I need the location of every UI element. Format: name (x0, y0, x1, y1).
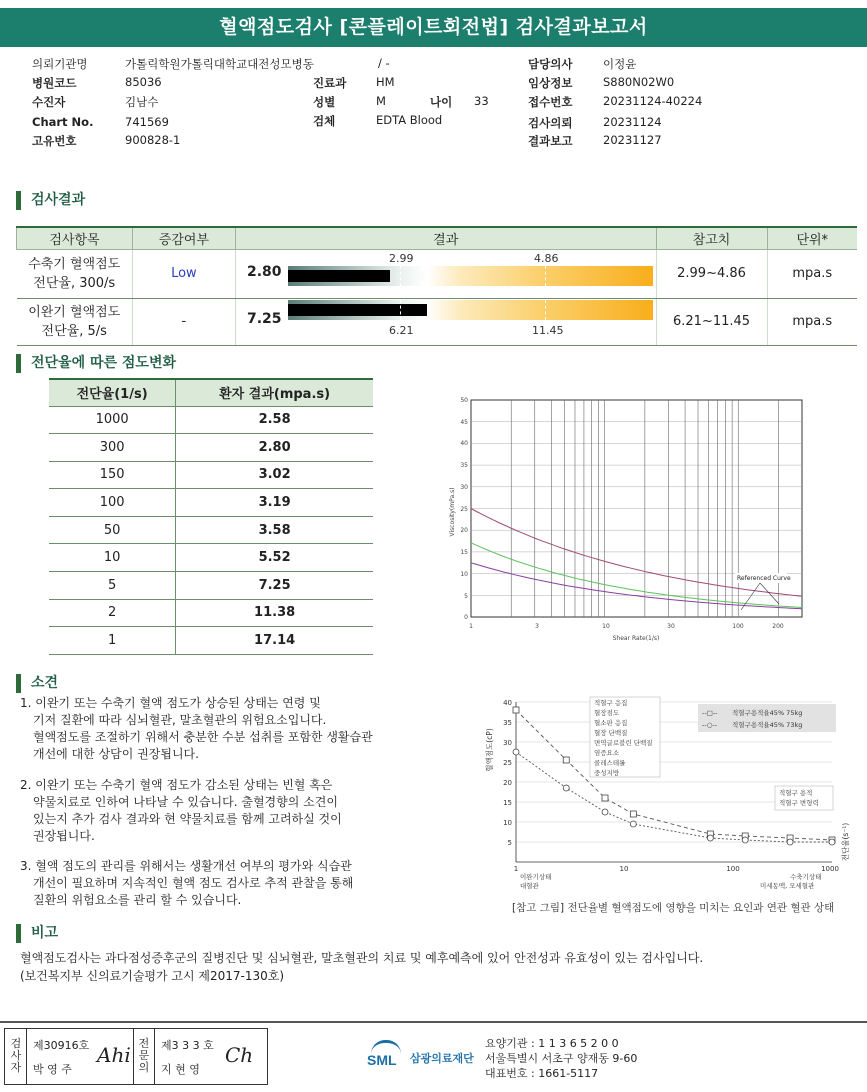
remarks-text (20, 949, 850, 985)
shear-table (49, 378, 373, 655)
chart1-ytick: 0 (464, 614, 468, 621)
chart1-ytick: 35 (460, 462, 468, 469)
chart1-ytick: 50 (460, 397, 468, 404)
opinion-line: 권장됩니다. (33, 829, 95, 843)
unique-value: 900828-1 (125, 133, 181, 147)
chart1-x-ticks (469, 623, 784, 630)
chart2-xtick: 10 (619, 865, 629, 873)
chart2-ytick: 10 (503, 819, 512, 827)
institution-label: 의뢰기관명 (32, 57, 88, 71)
chart2-factor: 혈장점도 (594, 709, 620, 717)
row2-flag: - (132, 298, 235, 345)
sex-value: M (376, 94, 386, 108)
row1-result-bar (288, 266, 653, 286)
viscosity-chart (445, 392, 815, 647)
chart2-factor: 혈소판 응집 (594, 719, 628, 727)
chart1-ylabel: Viscosity(mPa.s) (449, 487, 456, 537)
examiner-name: 박 영 주 (33, 1063, 72, 1076)
chart1-ytick: 40 (460, 440, 468, 447)
opinion-line: 2. 이완기 또는 수축기 혈액 점도가 감소된 상태는 빈혈 혹은 (20, 778, 333, 792)
chart1-ytick: 45 (460, 419, 468, 426)
row1-value: 2.80 (247, 264, 282, 280)
table-row (49, 544, 373, 572)
chart-label: Chart No. (32, 115, 94, 129)
report-title: 혈액점도검사 [콘플레이트회전법] 검사결과보고서 (0, 8, 867, 47)
unique-label: 고유번호 (32, 134, 77, 148)
chart2-xtick: 1000 (821, 865, 839, 873)
chart1-ytick: 25 (460, 506, 468, 513)
hospital-code-value: 85036 (125, 75, 162, 89)
remarks-line: (보건복지부 신의료기술평가 고시 제2017-130호) (20, 969, 285, 983)
chart2-ytick: 15 (503, 799, 512, 807)
chart-value: 741569 (125, 115, 169, 129)
request-label: 검사의뢰 (528, 116, 573, 130)
chart1-ytick: 15 (460, 549, 468, 556)
row1-ref: 2.99~4.86 (656, 249, 767, 298)
shear-rate-cell: 5 (49, 572, 176, 600)
chart2-factor-right: 적혈구 용적 (779, 789, 813, 797)
specialist-signature: Ch (225, 1043, 254, 1067)
shear-rate-cell: 100 (49, 489, 176, 517)
row2-tick-low (400, 300, 401, 320)
institution-code: 요양기관 : 1 1 3 6 5 2 0 0 (485, 1037, 619, 1050)
table-row (49, 434, 373, 462)
row1-tick-high-label: 4.86 (534, 252, 559, 265)
shear-header-rate: 전단율(1/s) (49, 379, 176, 406)
chart2-ytick: 20 (503, 779, 512, 787)
shear-rate-cell: 1 (49, 627, 176, 655)
chart2-right-label: 전단율(s⁻¹) (841, 822, 850, 862)
table-row (49, 461, 373, 489)
receipt-value: 20231124-40224 (603, 94, 703, 108)
chart2-square-marker (630, 811, 636, 817)
table-row (49, 572, 373, 600)
row1-tick-low (400, 266, 401, 286)
opinion-line: 있는지 추가 검사 결과와 현 약물치료를 함께 고려하실 것이 (33, 812, 342, 826)
result-date-value: 20231127 (603, 133, 662, 147)
shear-value-cell: 17.14 (176, 627, 373, 655)
foundation-name: 삼광의료재단 (410, 1052, 474, 1065)
shear-rate-cell: 2 (49, 599, 176, 627)
shear-value-cell: 3.19 (176, 489, 373, 517)
chart2-circle-marker (563, 785, 569, 791)
row1-item-sub: 전단율, 300/s (33, 275, 116, 291)
chart2-legend-b: 적혈구용적율45% 73kg (732, 721, 803, 729)
chart1-y-ticks (460, 397, 468, 621)
clinical-value: S880N02W0 (603, 75, 675, 89)
chart2-circle-marker (742, 837, 748, 843)
doctor-value: 이정윤 (603, 57, 637, 71)
chart1-ytick: 20 (460, 527, 468, 534)
chart2-circle-marker (630, 821, 636, 827)
shear-value-cell: 3.02 (176, 461, 373, 489)
chart1-ytick: 30 (460, 484, 468, 491)
clinical-label: 임상정보 (528, 76, 573, 90)
shear-value-cell: 2.58 (176, 406, 373, 434)
chart2-ytick: 25 (503, 759, 512, 767)
chart2-factor: 염증요소 (594, 749, 620, 757)
chart2-factor: 중성지방 (594, 769, 620, 777)
row1-tick-low-label: 2.99 (389, 252, 414, 265)
row2-value: 7.25 (247, 311, 282, 327)
remarks-line: 혈액점도검사는 과다점성증후군의 질병진단 및 심뇌혈관, 말초혈관의 치료 및 예후예측에 있어 안전성과 유효성이 있는 검사입니다. (20, 951, 704, 965)
chart1-xtick: 10 (602, 623, 610, 630)
shear-value-cell: 3.58 (176, 516, 373, 544)
results-header-result: 결과 (235, 227, 656, 249)
chart1-ytick: 5 (464, 593, 468, 600)
opinion-line: 질환의 위험요소를 관리 할 수 있습니다. (33, 893, 242, 907)
chart2-xtick: 1 (513, 865, 519, 873)
chart2-factor: 적혈구 응집 (594, 699, 628, 707)
section-remarks-heading: 비고 (16, 924, 58, 943)
row2-item-sub: 전단율, 5/s (41, 323, 107, 339)
institution-value: 가톨릭학원가톨릭대학교대전성모병동 (125, 57, 314, 71)
chart2-caption: [참고 그림] 전단율별 혈액점도에 영향을 미치는 요인과 연관 혈관 상태 (512, 902, 835, 914)
chart2-factor: 혈장 단백질 (594, 729, 628, 737)
chart2-legend-a: 적혈구용적율45% 75kg (732, 709, 803, 717)
chart2-factor: 면역글로블린 단백질 (594, 739, 653, 747)
shear-header-result: 환자 결과(mpa.s) (176, 379, 373, 406)
chart2-legend-a-marker: -‑□‑- (702, 709, 718, 717)
patient-label: 수진자 (32, 95, 66, 109)
opinion-line: 혈액점도를 조절하기 위해서 충분한 수분 섭취를 포함한 생활습관 (33, 730, 373, 744)
doctor-label: 담당의사 (528, 57, 573, 71)
chart2-circle-marker (707, 835, 713, 841)
chart2-x-left-2: 대혈관 (520, 882, 539, 890)
chart1-xtick: 100 (732, 623, 744, 630)
shear-value-cell: 2.80 (176, 434, 373, 462)
chart2-x-right-1: 수축기상태 (790, 873, 822, 881)
chart2-circle-marker (513, 749, 519, 755)
chart2-x-left-1: 이완기상태 (520, 873, 552, 881)
shear-value-cell: 5.52 (176, 544, 373, 572)
row2-tick-high (545, 300, 546, 320)
sex-label: 성별 (313, 95, 336, 109)
chart2-ytick: 40 (503, 699, 512, 707)
row1-unit: mpa.s (767, 249, 857, 298)
opinion-paragraph-2 (20, 777, 400, 845)
opinion-line: 3. 혈액 점도의 관리를 위해서는 생활개선 여부의 평가와 식습관 (20, 859, 352, 873)
slash-value: / - (378, 56, 390, 70)
chart2-legend-b-marker: -‑○‑- (702, 721, 718, 729)
chart2-ytick: 35 (503, 719, 512, 727)
age-value: 33 (474, 94, 489, 108)
chart1-xtick: 30 (667, 623, 675, 630)
shear-rate-cell: 300 (49, 434, 176, 462)
table-row (49, 406, 373, 434)
section-opinion-heading: 소견 (16, 674, 58, 693)
chart2-factor-right: 적혈구 변형력 (779, 799, 819, 807)
opinion-line: 개선이 필요하며 지속적인 혈액 점도 검사로 추적 관찰을 통해 (33, 876, 354, 890)
request-value: 20231124 (603, 115, 662, 129)
chart2-factor: 콜레스테롤 (594, 759, 626, 767)
opinion-paragraph-3 (20, 858, 400, 909)
result-date-label: 결과보고 (528, 134, 573, 148)
age-label: 나이 (430, 95, 453, 109)
row1-flag: Low (132, 249, 235, 298)
dept-label: 진료과 (313, 76, 347, 90)
chart1-xtick: 200 (772, 623, 784, 630)
address: 서울특별시 서초구 양재동 9-60 (485, 1052, 638, 1065)
chart1-annotation: Referenced Curve (737, 575, 791, 582)
chart2-circle-marker (787, 839, 793, 845)
chart2-y-ticks (503, 699, 512, 847)
chart1-xtick: 3 (535, 623, 539, 630)
shear-rate-cell: 10 (49, 544, 176, 572)
signature-box (4, 1028, 268, 1085)
examiner-signature: Ahi (97, 1043, 131, 1067)
row2-tick-low-label: 6.21 (389, 324, 414, 337)
results-header-item: 검사항목 (17, 227, 133, 249)
specialist-label: 전 문 의 (138, 1037, 150, 1074)
row2-ref: 6.21~11.45 (656, 298, 767, 345)
table-row (49, 627, 373, 655)
patient-value: 김남수 (125, 95, 159, 109)
section-shear-heading: 전단율에 따른 점도변화 (16, 354, 176, 373)
specimen-value: EDTA Blood (376, 113, 443, 127)
chart2-x-ticks (514, 865, 839, 873)
row2-tick-high-label: 11.45 (532, 324, 564, 337)
chart1-xtick: 1 (469, 623, 473, 630)
row2-item: 이완기 혈액점도 (28, 304, 121, 320)
results-header-flag: 증감여부 (132, 227, 235, 249)
row1-item: 수축기 혈액점도 (28, 256, 121, 272)
shear-rate-cell: 1000 (49, 406, 176, 434)
results-header-ref: 참고치 (656, 227, 767, 249)
hospital-code-label: 병원코드 (32, 76, 77, 90)
shear-rate-cell: 150 (49, 461, 176, 489)
phone: 대표번호 : 1661-5117 (485, 1067, 599, 1080)
examiner-license: 제30916호 (33, 1039, 90, 1052)
chart2-xtick: 100 (726, 865, 740, 873)
chart2-circle-marker (602, 809, 608, 815)
table-row (49, 599, 373, 627)
row1-tick-high (545, 266, 546, 286)
dept-value: HM (376, 75, 395, 89)
specimen-label: 검체 (313, 114, 336, 128)
opinion-line: 1. 이완기 또는 수축기 혈액 점도가 상승된 상태는 연령 및 (20, 696, 321, 710)
table-row (49, 489, 373, 517)
shear-value-cell: 11.38 (176, 599, 373, 627)
chart2-circle-marker (829, 839, 835, 845)
footer-divider (0, 1021, 867, 1023)
results-header-unit: 단위* (767, 227, 857, 249)
table-row (49, 516, 373, 544)
sml-logo-text: SML (367, 1052, 397, 1068)
opinion-line: 개선에 대한 상담이 권장됩니다. (33, 747, 199, 761)
row2-result-bar (288, 300, 653, 320)
chart2-x-right-2: 미세동맥, 모세혈관 (760, 882, 815, 890)
chart2-square-marker (513, 707, 519, 713)
opinion-line: 약물치료로 인하여 나타날 수 있습니다. 출혈경향의 소견이 (33, 795, 338, 809)
chart1-xlabel: Shear Rate(1/s) (612, 635, 660, 642)
specialist-name: 지 현 영 (161, 1063, 200, 1076)
row2-unit: mpa.s (767, 298, 857, 345)
shear-value-cell: 7.25 (176, 572, 373, 600)
chart2-ytick: 5 (507, 839, 512, 847)
reference-figure (480, 690, 855, 895)
specialist-license: 제3 3 3 호 (161, 1039, 214, 1052)
chart2-square-marker (602, 795, 608, 801)
opinion-line: 기저 질환에 따라 심뇌혈관, 말초혈관의 위험요소입니다. (33, 713, 327, 727)
row1-result-bar-fill (288, 270, 390, 282)
row2-result-bar-fill (288, 304, 427, 316)
chart2-ylabel: 혈액점도(cP) (485, 728, 494, 772)
receipt-label: 접수번호 (528, 95, 573, 109)
footer-address (485, 1036, 637, 1081)
examiner-label: 검 사 자 (10, 1037, 22, 1074)
opinion-paragraph-1 (20, 695, 400, 763)
chart2-ytick: 30 (503, 739, 512, 747)
section-results-heading: 검사결과 (16, 191, 85, 210)
chart1-ytick: 10 (460, 571, 468, 578)
sml-logo (367, 1040, 407, 1072)
shear-rate-cell: 50 (49, 516, 176, 544)
chart2-square-marker (563, 757, 569, 763)
